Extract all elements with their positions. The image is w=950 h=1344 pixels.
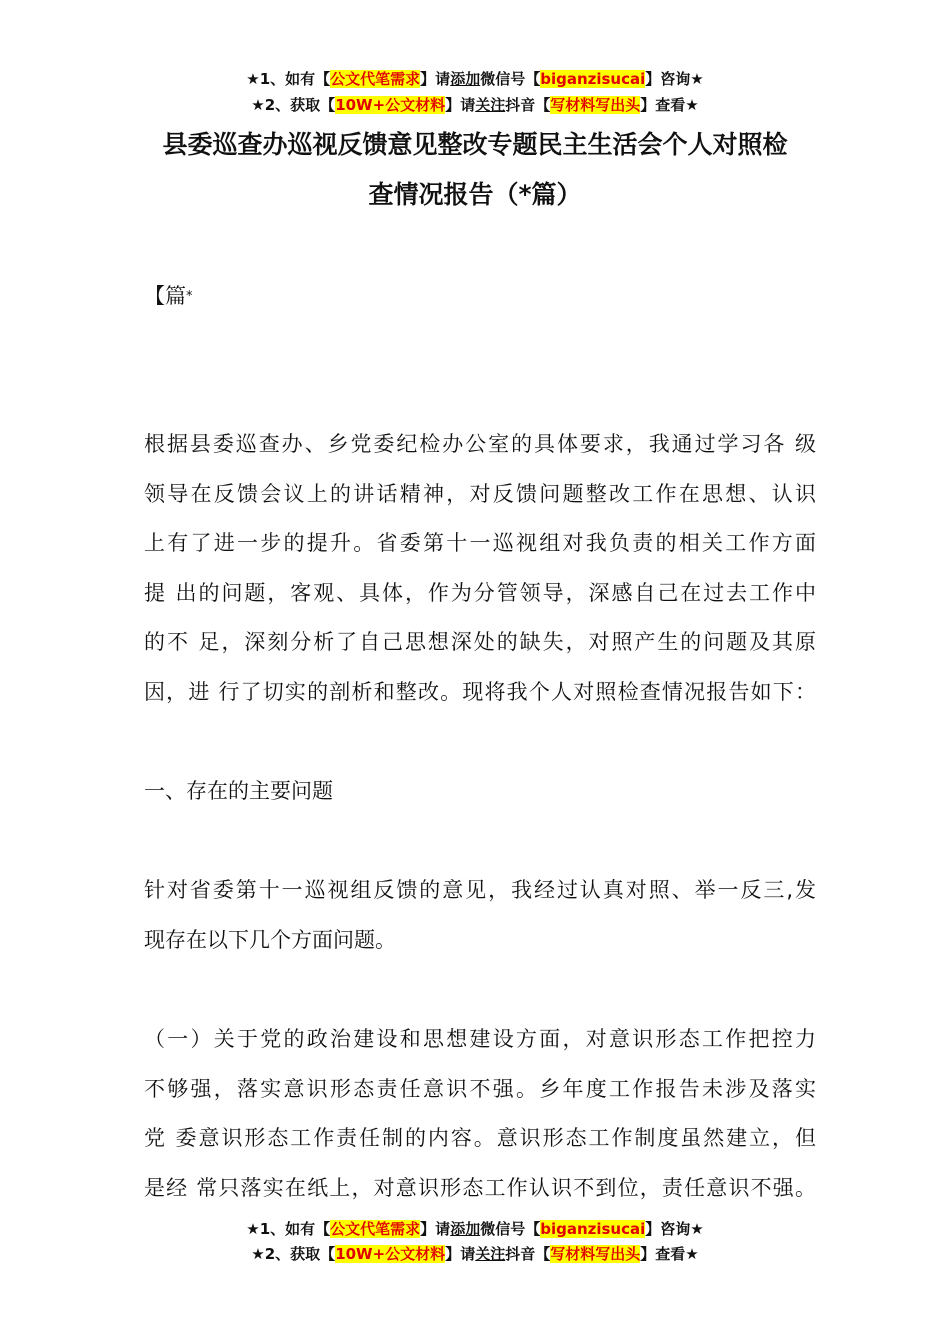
header-ad-line-1 [0,68,950,90]
document-title [130,120,820,220]
paragraph-line: 的不 足，深刻分析了自己思想深处的缺失，对照产生的问题及其原 [144,630,816,655]
paragraph-line: 上有了进一步的提升。省委第十一巡视组对我负责的相关工作方面 [144,531,816,556]
paragraph-political-construction [144,1015,816,1213]
ad-highlight-service: 公文代笔需求 [330,1220,421,1238]
ad-underlined-text: 添加 [450,1220,481,1238]
paragraph-line: （一）关于党的政治建设和思想建设方面，对意识形态工作把控力 [144,1027,816,1051]
paragraph-line: 根据县委巡查办、乡党委纪检办公室的具体要求，我通过学习各 级 [144,432,816,456]
ad-text: 】查看★ [640,1245,699,1263]
ad-text: 】请 [445,96,476,114]
ad-text: 】咨询★ [645,70,704,88]
document-title-line-1: 县委巡查办巡视反馈意见整改专题民主生活会个人对照检 [162,130,788,159]
ad-highlight-wechat-id: biganzisucai [540,1220,646,1238]
ad-highlight-materials: 10W+公文材料 [335,96,446,114]
section-heading-main-problems [144,767,816,817]
paragraph-feedback-response [144,866,816,965]
ad-text: ★1、如有【 [246,70,331,88]
section-heading-text: 一、存在的主要问题 [144,779,333,803]
paragraph-line: 针对省委第十一巡视组反馈的意见，我经过认真对照、举一反三,发 [144,878,816,902]
ad-text: 微信号【 [480,1220,541,1238]
paragraph-line: 领导在反馈会议上的讲话精神，对反馈问题整改工作在思想、认识 [144,481,816,506]
header-ad-line-2 [0,94,950,116]
intro-paragraph [144,420,816,718]
paragraph-line: 现存在以下几个方面问题。 [144,927,396,952]
footer-ad-line-2 [0,1243,950,1265]
ad-text: 抖音【 [505,96,551,114]
document-title-line-2: 查情况报告（*篇） [368,180,582,209]
paragraph-line: 党 委意识形态工作责任制的内容。意识形态工作制度虽然建立，但 [144,1126,816,1151]
ad-highlight-douyin-account: 写材料写出头 [550,1245,641,1263]
ad-text: ★2、获取【 [251,96,336,114]
section-marker [144,272,816,322]
ad-text: 】咨询★ [645,1220,704,1238]
ad-highlight-materials: 10W+公文材料 [335,1245,446,1263]
paragraph-line: 因，进 行了切实的剖析和整改。现将我个人对照检查情况报告如下： [144,679,816,704]
ad-text: 微信号【 [480,70,541,88]
ad-underlined-text: 关注 [475,96,506,114]
ad-underlined-text: 添加 [450,70,481,88]
ad-text: 】查看★ [640,96,699,114]
ad-highlight-douyin-account: 写材料写出头 [550,96,641,114]
ad-text: 】请 [420,1220,451,1238]
ad-text: 】请 [420,70,451,88]
ad-text: 】请 [445,1245,476,1263]
ad-text: 抖音【 [505,1245,551,1263]
ad-highlight-service: 公文代笔需求 [330,70,421,88]
paragraph-line: 不够强，落实意识形态责任意识不强。乡年度工作报告未涉及落实 [144,1076,816,1101]
footer-ad-line-1 [0,1218,950,1240]
ad-text: ★1、如有【 [246,1220,331,1238]
ad-text: ★2、获取【 [251,1245,336,1263]
section-marker-text: 【篇 [144,284,186,308]
ad-underlined-text: 关注 [475,1245,506,1263]
paragraph-line: 是经 常只落实在纸上，对意识形态工作认识不到位，责任意识不强。 [144,1175,816,1200]
paragraph-line: 提 出的问题，客观、具体，作为分管领导，深感自己在过去工作中 [144,580,816,605]
ad-highlight-wechat-id: biganzisucai [540,70,646,88]
section-marker-sup: * [186,289,193,304]
